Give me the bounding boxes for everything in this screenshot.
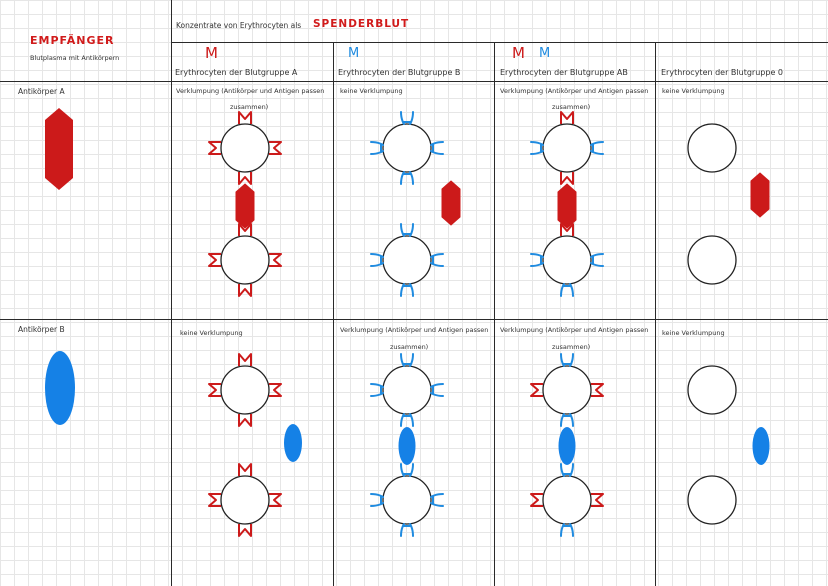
cell-b-0-line1: keine Verklumpung: [662, 329, 725, 337]
column-header-0: Erythrocyten der Blutgruppe 0: [661, 68, 783, 77]
row-label-antibody-a: Antikörper A: [18, 87, 65, 96]
cell-a-a-line2: zusammen): [230, 103, 269, 111]
cell-a-b-line1: keine Verklumpung: [340, 87, 403, 95]
recipient-antibody-a: [45, 108, 73, 190]
cell-b-ab-drawing: [531, 354, 603, 536]
cell-a-b-drawing: [371, 112, 460, 296]
recipient-subtitle: Blutplasma mit Antikörpern: [30, 54, 120, 62]
cell-a-a-line1: Verklumpung (Antikörper und Antigen passen: [176, 87, 325, 95]
cell-b-0-drawing: [688, 366, 770, 524]
recipient-antibody-b: [45, 351, 75, 425]
cell-a-a-drawing: [209, 112, 281, 296]
recipient-title: EMPFÄNGER: [30, 34, 115, 47]
cell-b-ab-line2: zusammen): [552, 343, 591, 351]
antigen-a-symbol: M: [205, 44, 218, 62]
cell-a-ab-line1: Verklumpung (Antikörper und Antigen passen: [500, 87, 649, 95]
donor-prefix: Konzentrate von Erythrocyten als: [176, 21, 302, 30]
row-label-antibody-b: Antikörper B: [18, 325, 65, 334]
column-header-ab: Erythrocyten der Blutgruppe AB: [500, 68, 628, 77]
cell-a-0-drawing: [688, 124, 769, 284]
donor-title: SPENDERBLUT: [313, 18, 410, 30]
cell-b-b-line1: Verklumpung (Antikörper und Antigen passen: [340, 326, 489, 334]
column-header-b: Erythrocyten der Blutgruppe B: [338, 68, 461, 77]
column-header-a: Erythrocyten der Blutgruppe A: [175, 68, 298, 77]
cell-b-ab-line1: Verklumpung (Antikörper und Antigen passen: [500, 326, 649, 334]
antigen-b-symbol: M: [348, 46, 360, 61]
cell-a-ab-line2: zusammen): [552, 103, 591, 111]
cell-b-b-drawing: [371, 354, 443, 536]
antigen-ab-symbol-a: M: [512, 44, 525, 62]
cell-b-a-drawing: [209, 354, 302, 536]
antigen-ab-symbol-b: M: [539, 46, 551, 61]
cell-a-0-line1: keine Verklumpung: [662, 87, 725, 95]
cell-a-ab-drawing: [531, 112, 603, 296]
cell-b-b-line2: zusammen): [390, 343, 429, 351]
cell-b-a-line1: keine Verklumpung: [180, 329, 243, 337]
